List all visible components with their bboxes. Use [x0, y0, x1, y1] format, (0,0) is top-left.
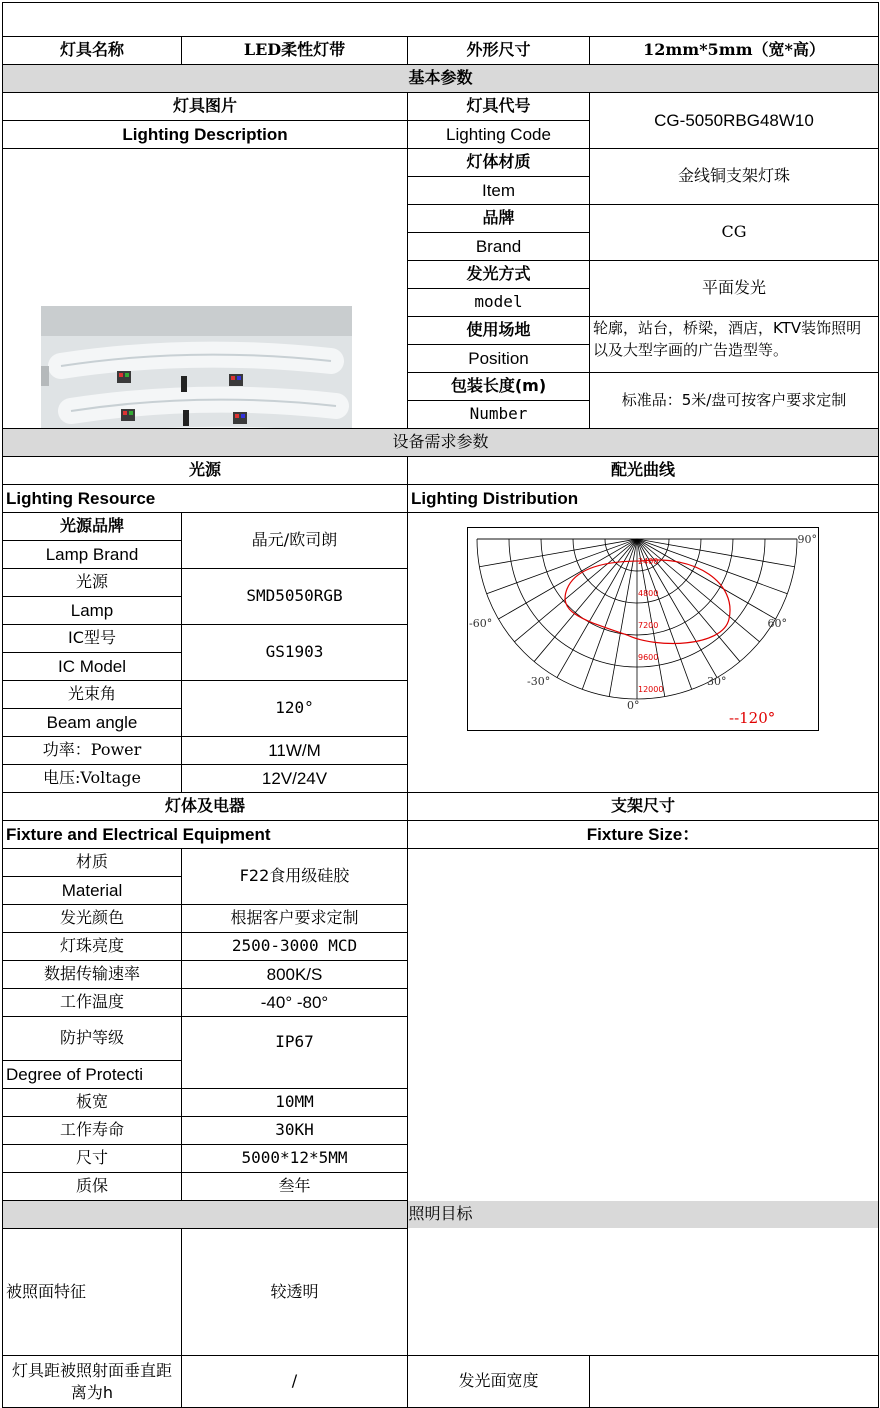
- emit-value: 平面发光: [590, 261, 879, 317]
- size-value: 12mm*5mm（宽*高）: [590, 37, 879, 65]
- fixture-title-cn: 灯体及电器: [3, 793, 408, 821]
- lamp-label-cn: 光源: [3, 569, 182, 597]
- ic-label-cn: IC型号: [3, 625, 182, 653]
- code-label-en: Lighting Code: [408, 121, 590, 149]
- fixture-size-title-en: Fixture Size：: [408, 821, 879, 849]
- fx-temp-label: 工作温度: [3, 989, 182, 1017]
- material-label-en: Item: [408, 177, 590, 205]
- emit-label-cn: 发光方式: [408, 261, 590, 289]
- legend-label: --120°: [729, 709, 776, 727]
- angle-label: 0°: [627, 699, 640, 712]
- brand-label-en: Brand: [408, 233, 590, 261]
- fx-color-value: 根据客户要求定制: [182, 905, 408, 933]
- angle-label: 30°: [707, 675, 727, 688]
- surface-label: 被照面特征: [3, 1229, 182, 1356]
- brand-value: CG: [590, 205, 879, 261]
- size-label: 外形尺寸: [408, 37, 590, 65]
- beam-label-en: Beam angle: [3, 709, 182, 737]
- code-value: CG-5050RBG48W10: [590, 93, 879, 149]
- dist-title-en: Lighting Distribution: [408, 485, 879, 513]
- fx-warranty-value: 叁年: [182, 1173, 408, 1201]
- voltage-label: 电压:Voltage: [3, 765, 182, 793]
- source-title-cn: 光源: [3, 457, 408, 485]
- lamp-brand-label-cn: 光源品牌: [3, 513, 182, 541]
- fx-ip-label-cn: 防护等级: [3, 1017, 182, 1061]
- power-label: 功率：Power: [3, 737, 182, 765]
- beam-value: 120°: [182, 681, 408, 737]
- spec-sheet: [2, 2, 879, 1408]
- power-value: 11W/M: [182, 737, 408, 765]
- fx-bright-label: 灯珠亮度: [3, 933, 182, 961]
- fx-warranty-label: 质保: [3, 1173, 182, 1201]
- use-value: 轮廓，站台，桥梁，酒店，KTV装饰照明以及大型字画的广告造型等。: [590, 317, 879, 373]
- material-value: 金线铜支架灯珠: [590, 149, 879, 205]
- fx-life-label: 工作寿命: [3, 1117, 182, 1145]
- lamp-value: SMD5050RGB: [182, 569, 408, 625]
- distance-label: 灯具距被照射面垂直距离为h: [3, 1356, 182, 1408]
- fx-rate-value: 800K/S: [182, 961, 408, 989]
- name-label: 灯具名称: [3, 37, 182, 65]
- product-photo-cell: [3, 149, 408, 429]
- angle-label: 60°: [767, 617, 787, 630]
- lamp-brand-label-en: Lamp Brand: [3, 541, 182, 569]
- angle-label: 90°: [797, 533, 817, 546]
- photo-label-cn: 灯具图片: [3, 93, 408, 121]
- emit-label-en: model: [408, 289, 590, 317]
- radial-label: 12000: [638, 685, 664, 694]
- fx-ip-value: IP67: [182, 1017, 408, 1089]
- target-section-title: 照明目标: [3, 1201, 879, 1229]
- fx-bright-value: 2500-3000 MCD: [182, 933, 408, 961]
- pack-label-en: Number: [408, 401, 590, 429]
- radial-label: 9600: [638, 653, 659, 662]
- use-label-en: Position: [408, 345, 590, 373]
- angle-label: -60°: [469, 617, 493, 630]
- brand-label-cn: 品牌: [408, 205, 590, 233]
- fx-width-label: 板宽: [3, 1089, 182, 1117]
- fixture-size-area: [408, 849, 879, 1356]
- radial-label: 7200: [638, 621, 659, 630]
- blank-row: [3, 3, 879, 37]
- lamp-brand-value: 晶元/欧司朗: [182, 513, 408, 569]
- radial-label: 2400: [638, 557, 659, 566]
- surface-value: 较透明: [182, 1229, 408, 1356]
- photo-label-en: Lighting Description: [3, 121, 408, 149]
- fixture-size-title-cn: 支架尺寸: [408, 793, 879, 821]
- distance-value: /: [182, 1356, 408, 1408]
- polar-distribution-chart: [467, 527, 819, 731]
- name-value: LED柔性灯带: [182, 37, 408, 65]
- equip-section-title: 设备需求参数: [3, 429, 879, 457]
- distribution-chart-cell: [408, 513, 879, 793]
- emit-width-value: [590, 1356, 879, 1408]
- pack-label-cn: 包装长度(m): [408, 373, 590, 401]
- dist-title-cn: 配光曲线: [408, 457, 879, 485]
- voltage-value: 12V/24V: [182, 765, 408, 793]
- fixture-title-en: Fixture and Electrical Equipment: [3, 821, 408, 849]
- fx-dim-value: 5000*12*5MM: [182, 1145, 408, 1173]
- basic-section-title: 基本参数: [3, 65, 879, 93]
- use-label-cn: 使用场地: [408, 317, 590, 345]
- emit-width-label: 发光面宽度: [408, 1356, 590, 1408]
- source-title-en: Lighting Resource: [3, 485, 408, 513]
- pack-value: 标准品：5米/盘可按客户要求定制: [590, 373, 879, 429]
- material-label-cn: 灯体材质: [408, 149, 590, 177]
- beam-label-cn: 光束角: [3, 681, 182, 709]
- ic-value: GS1903: [182, 625, 408, 681]
- fx-color-label: 发光颜色: [3, 905, 182, 933]
- fx-material-label-en: Material: [3, 877, 182, 905]
- ic-label-en: IC Model: [3, 653, 182, 681]
- fx-life-value: 30KH: [182, 1117, 408, 1145]
- led-strip-photo: [41, 306, 352, 429]
- fx-ip-label-en: Degree of Protecti: [3, 1061, 182, 1089]
- fx-rate-label: 数据传输速率: [3, 961, 182, 989]
- radial-label: 4800: [638, 589, 659, 598]
- angle-label: -30°: [527, 675, 551, 688]
- fx-material-label-cn: 材质: [3, 849, 182, 877]
- fx-material-value: F22食用级硅胶: [182, 849, 408, 905]
- fx-dim-label: 尺寸: [3, 1145, 182, 1173]
- fx-temp-value: -40° -80°: [182, 989, 408, 1017]
- fx-width-value: 10MM: [182, 1089, 408, 1117]
- lamp-label-en: Lamp: [3, 597, 182, 625]
- code-label-cn: 灯具代号: [408, 93, 590, 121]
